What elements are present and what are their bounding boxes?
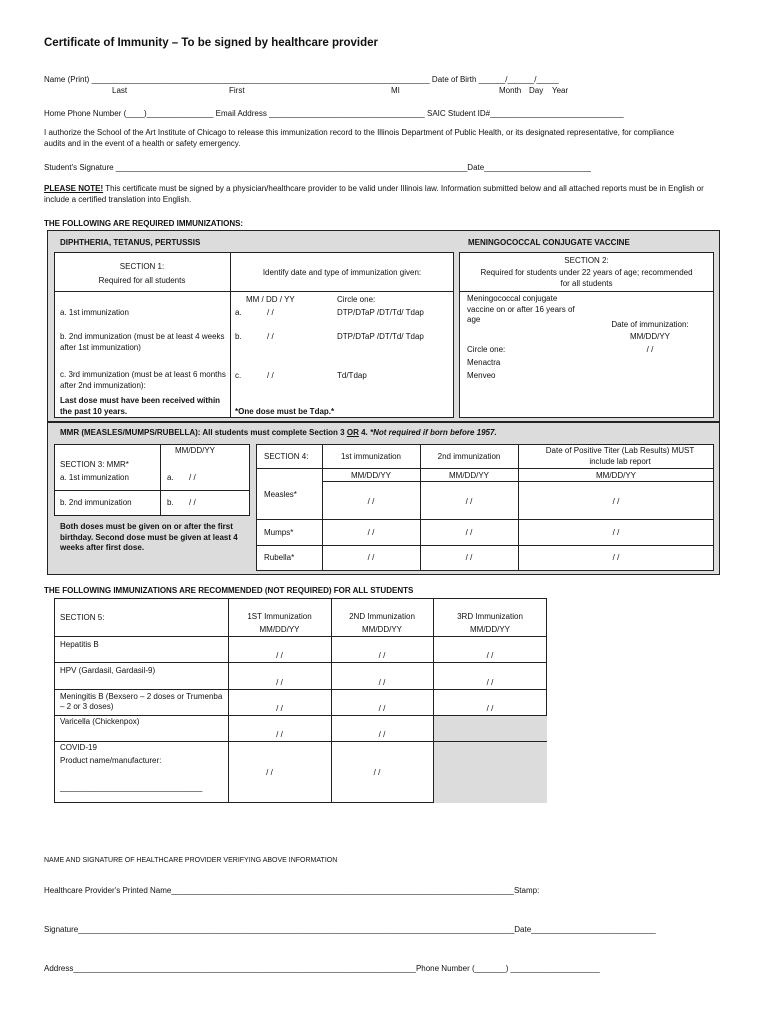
dtp-row-c-prefix: c. (235, 371, 242, 380)
section1-sub: Required for all students (98, 276, 186, 285)
col-2nd-immunization: 2nd immunization (437, 452, 501, 461)
dtp-row-b-label: b. 2nd immunization (must be at least 4 weeks after 1st immunization) (60, 332, 225, 352)
menb-1[interactable]: / / (276, 704, 283, 713)
dtp-row-b-type[interactable]: DTP/DTaP /DT/Td/ Tdap (337, 332, 424, 341)
label-day: Day (529, 86, 544, 95)
mmr-note: Both doses must be given on or after the first birthday. Second dose must be given at least 4 weeks after first dose. (60, 522, 238, 552)
mening-header: MENINGOCOCCAL CONJUGATE VACCINE (468, 238, 630, 247)
circle-one-label: Circle one: (337, 295, 376, 304)
varicella-2[interactable]: / / (378, 730, 386, 739)
row-mumps: Mumps* (264, 528, 294, 537)
mmr-row-b-date[interactable]: / / (189, 498, 196, 507)
s5-col3-format: MM/DD/YY (470, 625, 510, 634)
hepb-3[interactable]: / / (486, 651, 494, 660)
measles-1st-date[interactable]: / / (367, 497, 375, 506)
name-field-line[interactable]: Name (Print) ____________________________________________________________________________ Date of Birth ______/______/_____ (44, 75, 559, 84)
rubella-titer-date[interactable]: / / (612, 553, 620, 562)
hpv-1[interactable]: / / (276, 678, 283, 687)
mening-circle-label: Circle one: (467, 345, 506, 354)
measles-titer-date[interactable]: / / (612, 497, 620, 506)
dtp-row-c-date[interactable]: / / (267, 371, 274, 380)
dtp-header: DIPHTHERIA, TETANUS, PERTUSSIS (60, 238, 201, 247)
label-first: First (229, 86, 245, 95)
menb-2[interactable]: / / (378, 704, 386, 713)
covid-2[interactable]: / / (373, 768, 381, 777)
s5-col2-format: MM/DD/YY (362, 625, 402, 634)
tdap-note: *One dose must be Tdap.* (235, 407, 335, 416)
rubella-1st-date[interactable]: / / (367, 553, 375, 562)
hpv-3[interactable]: / / (486, 678, 494, 687)
section5-label: SECTION 5: (60, 613, 105, 622)
dtp-row-c-note: Last dose must have been received within the past 10 years. (60, 396, 221, 416)
mmr-row-b-label: b. 2nd immunization (60, 498, 132, 507)
please-note-body: This certificate must be signed by a physician/healthcare provider to be valid under Illinois law. Information submitted below and all attached reports must be in English or include a certified translation into English. (44, 184, 704, 204)
col-1st-immunization: 1st immunization (340, 452, 402, 461)
mumps-1st-date[interactable]: / / (367, 528, 375, 537)
provider-name-line[interactable]: Healthcare Provider's Printed Name_____________________________________________________________________________Stamp: (44, 886, 540, 895)
section3-date-format: MM/DD/YY (175, 446, 215, 455)
phone-email-line[interactable]: Home Phone Number (____)_______________ Email Address ___________________________________ SAIC Student ID#______________________________ (44, 109, 624, 118)
section3-label: SECTION 3: MMR* (60, 460, 129, 469)
row-measles: Measles* (264, 490, 297, 499)
provider-address-line[interactable]: Address_____________________________________________________________________________Phone Number (_______) ____________________ (44, 964, 600, 973)
please-note-text (44, 184, 704, 205)
label-year: Year (552, 86, 569, 95)
row-varicella: Varicella (Chickenpox) (60, 717, 140, 726)
dtp-row-c-label: c. 3rd immunization (must be at least 6 months after 2nd immunization): (60, 370, 226, 390)
label-month: Month (499, 86, 522, 95)
mmr-row-b-prefix: b. (167, 498, 174, 507)
covid-product-label: Product name/manufacturer: (60, 756, 162, 765)
row-meningitis-b: Meningitis B (Bexsero – 2 doses or Trumenba – 2 or 3 doses) (60, 692, 223, 711)
menveo-option[interactable]: Menveo (467, 371, 496, 380)
section4-label: SECTION 4: (264, 452, 309, 461)
row-rubella: Rubella* (264, 553, 295, 562)
dtp-row-a-label: a. 1st immunization (60, 308, 129, 317)
mening-date-field[interactable]: / / (646, 345, 654, 354)
dtp-row-b-date[interactable]: / / (267, 332, 274, 341)
col-titer: Date of Positive Titer (Lab Results) MUST include lab report (545, 446, 695, 466)
section1-label: SECTION 1: (119, 262, 165, 271)
authorization-text: I authorize the School of the Art Institute of Chicago to release this immunization record to the Illinois Department of Public Health, or its designated representative, for compliance audits and in the event of a health or safety emergency. (44, 128, 675, 148)
dtp-row-a-type[interactable]: DTP/DTaP /DT/Td/ Tdap (337, 308, 424, 317)
label-last: Last (112, 86, 128, 95)
menactra-option[interactable]: Menactra (467, 358, 501, 367)
row-covid: COVID-19 (60, 743, 97, 752)
section2-label: SECTION 2: (564, 256, 609, 265)
measles-2nd-date[interactable]: / / (465, 497, 473, 506)
dtp-row-a-date[interactable]: / / (267, 308, 274, 317)
varicella-1[interactable]: / / (276, 730, 283, 739)
mmr-row-a-prefix: a. (167, 473, 174, 482)
covid-1[interactable]: / / (266, 768, 273, 777)
s5-col1: 1ST Immunization (247, 612, 312, 621)
row-hpv: HPV (Gardasil, Gardasil-9) (60, 666, 156, 675)
dtp-row-b-prefix: b. (235, 332, 242, 341)
row-hepatitis-b: Hepatitis B (60, 640, 99, 649)
col1-date-format: MM/DD/YY (351, 471, 391, 480)
mmr-header: MMR (MEASLES/MUMPS/RUBELLA): All students must complete Section 3 OR 4. *Not required if born before 1957. (60, 428, 497, 437)
s5-col3: 3RD Immunization (457, 612, 523, 621)
hepb-2[interactable]: / / (378, 651, 386, 660)
dtp-row-a-prefix: a. (235, 308, 242, 317)
mening-date-format: MM/DD/YY (630, 332, 670, 341)
recommended-heading: THE FOLLOWING IMMUNIZATIONS ARE RECOMMENDED (NOT REQUIRED) FOR ALL STUDENTS (44, 586, 414, 595)
identify-label: Identify date and type of immunization given: (262, 268, 422, 277)
provider-signature-line[interactable]: Signature__________________________________________________________________________________________________Date____________________________ (44, 925, 656, 934)
page-title: Certificate of Immunity – To be signed by healthcare provider (44, 37, 378, 49)
mmr-row-a-date[interactable]: / / (189, 473, 196, 482)
menb-3[interactable]: / / (486, 704, 494, 713)
date-format-header: MM / DD / YY (246, 295, 295, 304)
student-signature-line[interactable]: Student's Signature _______________________________________________________________________________Date________________________ (44, 163, 591, 172)
section2-sub: Required for students under 22 years of age; recommended for all students (480, 268, 693, 288)
mening-desc: Meningococcal conjugate vaccine on or after 16 years of age (467, 294, 575, 324)
please-note-label: PLEASE NOTE! (44, 184, 104, 193)
required-heading: THE FOLLOWING ARE REQUIRED IMMUNIZATIONS: (44, 219, 244, 228)
col3-date-format: MM/DD/YY (596, 471, 636, 480)
mmr-row-a-label: a. 1st immunization (60, 473, 129, 482)
s5-col2: 2ND Immunization (349, 612, 415, 621)
covid-product-field[interactable]: ________________________________ (60, 783, 203, 792)
hpv-2[interactable]: / / (378, 678, 386, 687)
dtp-row-c-type[interactable]: Td/Tdap (337, 371, 367, 380)
hepb-1[interactable]: / / (276, 651, 283, 660)
provider-heading: NAME AND SIGNATURE OF HEALTHCARE PROVIDER VERIFYING ABOVE INFORMATION (44, 857, 338, 864)
s5-col1-format: MM/DD/YY (259, 625, 300, 634)
mumps-2nd-date[interactable]: / / (465, 528, 473, 537)
mumps-titer-date[interactable]: / / (612, 528, 620, 537)
col2-date-format: MM/DD/YY (449, 471, 489, 480)
mening-date-label: Date of immunization: (611, 320, 689, 329)
label-mi: MI (391, 86, 400, 95)
rubella-2nd-date[interactable]: / / (465, 553, 473, 562)
